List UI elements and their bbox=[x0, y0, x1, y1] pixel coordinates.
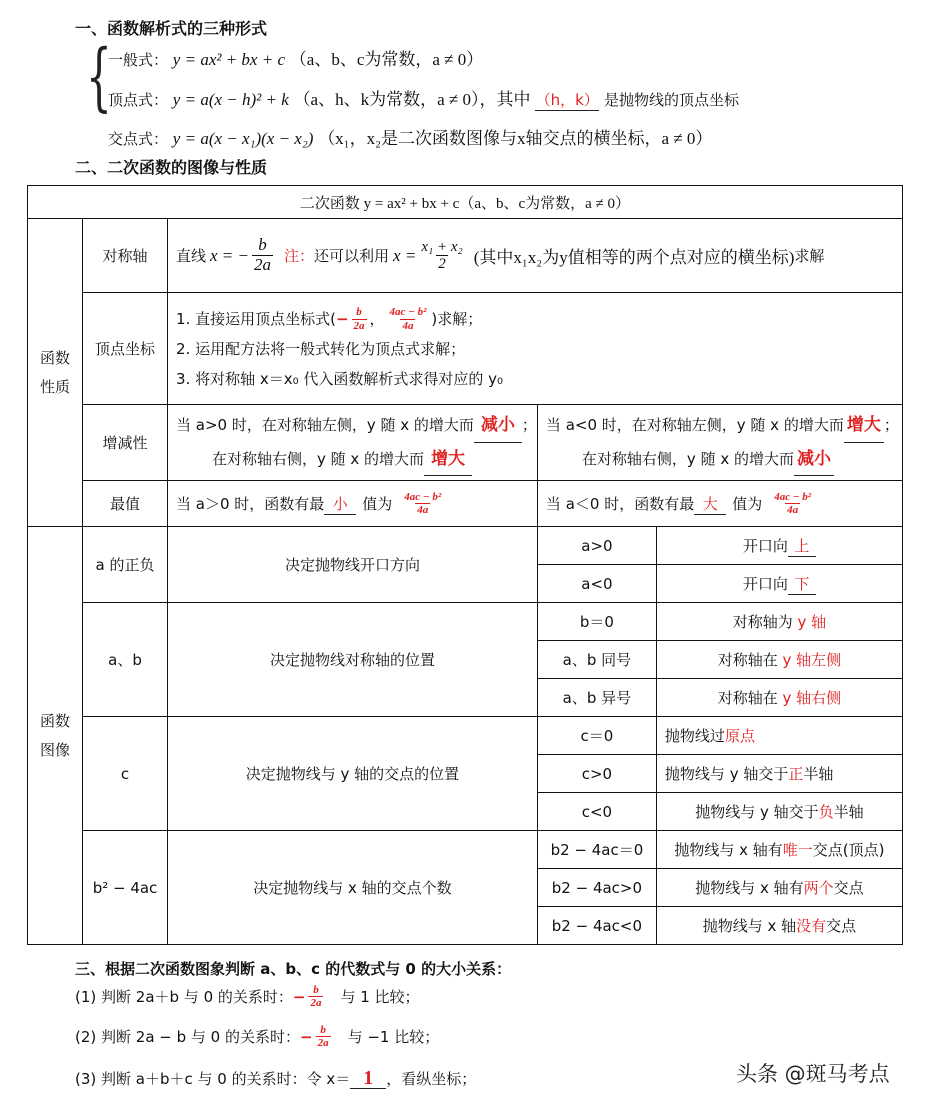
group-graph-label: 函数图像 bbox=[28, 527, 83, 945]
ab-desc: 决定抛物线对称轴的位置 bbox=[168, 603, 538, 717]
discriminant-label: b² − 4ac bbox=[83, 831, 168, 945]
mono-left-line2: 在对称轴右侧，y 随 x 的增大而 增大 bbox=[176, 443, 537, 476]
extreme-label: 最值 bbox=[83, 481, 168, 527]
a-result-positive: 开口向 上 bbox=[656, 527, 902, 565]
axis-formula-x: x = − bbox=[210, 245, 250, 265]
rule-item-2: (2) 判断 2a − b 与 0 的关系时： − $\frac{b}{2a}$ 与 −1 比较； bbox=[75, 1024, 440, 1050]
discriminant-result-1: 抛物线与 x 轴有唯一交点(顶点) bbox=[656, 831, 902, 869]
axis-note-label: 注： bbox=[284, 247, 315, 265]
c-case-1: c＝0 bbox=[537, 717, 656, 755]
rule-item-3: (3) 判断 a＋b＋c 与 0 的关系时：令 x＝ 1 ，看纵坐标； bbox=[75, 1067, 477, 1089]
vertex-form-fill: （h，k） bbox=[535, 91, 599, 109]
vertex-content bbox=[168, 293, 903, 405]
rule-1-fraction: $\frac{b}{2a}$ bbox=[310, 984, 322, 1010]
discriminant-result-2: 抛物线与 x 轴有两个交点 bbox=[656, 869, 902, 907]
vertex-method-1: 1. 直接运用顶点坐标式( − $\frac{b}{2a}$ ， $\frac{\text{4ac − b²}}{4a}$ )求解； bbox=[176, 306, 483, 332]
intercept-form-note: （x₁，x₂是二次函数图像与x轴交点的横坐标，a ≠ 0） bbox=[318, 129, 713, 148]
table-title: 二次函数 y = ax² + bx + c（a、b、c为常数，a ≠ 0） bbox=[28, 186, 903, 219]
properties-table bbox=[27, 185, 903, 945]
mono-right-line1: 当 a<0 时，在对称轴左侧，y 随 x 的增大而 增大 ； bbox=[546, 409, 902, 442]
axis-text-line: 直线 bbox=[176, 247, 207, 265]
discriminant-case-2: b2 − 4ac>0 bbox=[537, 869, 656, 907]
intercept-form-line bbox=[108, 124, 712, 149]
watermark-text: 头条 @斑马考点 bbox=[736, 1062, 890, 1086]
a-case-positive: a>0 bbox=[537, 527, 656, 565]
rule-2-fraction: $\frac{b}{2a}$ bbox=[317, 1024, 329, 1050]
general-form-label: 一般式： bbox=[108, 51, 169, 69]
intercept-form-formula: y = a(x − x₁)(x − x₂) bbox=[172, 129, 314, 148]
axis-content bbox=[168, 219, 903, 293]
ab-case-2: a、b 同号 bbox=[537, 641, 656, 679]
monotonicity-label: 增减性 bbox=[83, 405, 168, 481]
vertex-fraction-y: $\frac{\text{4ac − b²}}{4a}$ bbox=[389, 306, 427, 332]
brace-symbol: { bbox=[86, 34, 112, 120]
extreme-left-fraction: $\frac{\text{4ac − b²}}{4a}$ bbox=[404, 490, 442, 516]
c-result-1: 抛物线过原点 bbox=[656, 717, 902, 755]
section2-heading: 二、二次函数的图像与性质 bbox=[75, 158, 268, 177]
vertex-form-line bbox=[108, 85, 739, 111]
axis-text-solve: 求解 bbox=[794, 247, 825, 265]
vertex-form-tail: 是抛物线的顶点坐标 bbox=[604, 91, 740, 109]
c-result-2: 抛物线与 y 轴交于正半轴 bbox=[656, 755, 902, 793]
a-sign-label: a 的正负 bbox=[83, 527, 168, 603]
vertex-method-2: 2. 运用配方法将一般式转化为顶点式求解； bbox=[176, 339, 466, 358]
rule-3-fill: 1 bbox=[350, 1068, 386, 1089]
c-desc: 决定抛物线与 y 轴的交点的位置 bbox=[168, 717, 538, 831]
ab-label: a、b bbox=[83, 603, 168, 717]
ab-case-1: b＝0 bbox=[537, 603, 656, 641]
a-result-negative: 开口向 下 bbox=[656, 565, 902, 603]
c-case-3: c<0 bbox=[537, 793, 656, 831]
general-form-formula: y = ax² + bx + c bbox=[172, 50, 285, 69]
axis-formula-x2: x = bbox=[393, 245, 417, 265]
rule-item-1: (1) 判断 2a＋b 与 0 的关系时： − $\frac{b}{2a}$ 与 1 比较； bbox=[75, 984, 420, 1010]
axis-fraction-avg: $\frac{\text{x₁ + x₂}}{2}$ bbox=[421, 238, 463, 272]
mono-left-line1: 当 a>0 时，在对称轴左侧，y 随 x 的增大而 减小 ； bbox=[176, 409, 537, 442]
discriminant-case-3: b2 − 4ac<0 bbox=[537, 907, 656, 945]
extreme-right-fraction: $\frac{\text{4ac − b²}}{4a}$ bbox=[774, 490, 812, 516]
vertex-form-formula: y = a(x − h)² + k bbox=[172, 90, 289, 109]
discriminant-result-3: 抛物线与 x 轴没有交点 bbox=[656, 907, 902, 945]
extreme-right: 当 a＜0 时，函数有最 大 值为 $\frac{\text{4ac − b²}}{4a}$ bbox=[537, 481, 902, 527]
general-form-note: （a、b、c为常数，a ≠ 0） bbox=[289, 50, 484, 69]
monotonicity-left bbox=[168, 405, 538, 481]
axis-fraction: $\frac{b}{2a}$ bbox=[254, 235, 272, 274]
section1-heading: 一、函数解析式的三种形式 bbox=[75, 19, 268, 38]
vertex-form-label: 顶点式： bbox=[108, 91, 169, 109]
axis-text-where: (其中x₁x₂为y值相等的两个点对应的横坐标) bbox=[473, 248, 795, 267]
discriminant-desc: 决定抛物线与 x 轴的交点个数 bbox=[168, 831, 538, 945]
vertex-label: 顶点坐标 bbox=[83, 293, 168, 405]
general-form-line bbox=[108, 45, 483, 70]
vertex-form-note: （a、h、k为常数，a ≠ 0），其中 bbox=[293, 90, 531, 109]
discriminant-case-1: b2 − 4ac＝0 bbox=[537, 831, 656, 869]
monotonicity-right bbox=[537, 405, 902, 481]
c-label: c bbox=[83, 717, 168, 831]
axis-text-also: 还可以利用 bbox=[314, 247, 390, 265]
extreme-left: 当 a＞0 时，函数有最 小 值为 $\frac{\text{4ac − b²}}{4a}$ bbox=[168, 481, 538, 527]
axis-label: 对称轴 bbox=[83, 219, 168, 293]
ab-result-3: 对称轴在 y 轴右侧 bbox=[656, 679, 902, 717]
group-properties-label: 函数性质 bbox=[28, 219, 83, 527]
ab-case-3: a、b 异号 bbox=[537, 679, 656, 717]
c-case-2: c>0 bbox=[537, 755, 656, 793]
vertex-fraction-b: $\frac{b}{2a}$ bbox=[353, 306, 365, 332]
c-result-3: 抛物线与 y 轴交于负半轴 bbox=[656, 793, 902, 831]
vertex-method-3: 3. 将对称轴 x＝x₀ 代入函数解析式求得对应的 y₀ bbox=[176, 370, 504, 389]
ab-result-1: 对称轴为 y 轴 bbox=[656, 603, 902, 641]
section3-heading: 三、根据二次函数图象判断 a、b、c 的代数式与 0 的大小关系： bbox=[75, 960, 512, 978]
ab-result-2: 对称轴在 y 轴左侧 bbox=[656, 641, 902, 679]
mono-right-line2: 在对称轴右侧，y 随 x 的增大而 减小 bbox=[546, 443, 902, 476]
a-sign-desc: 决定抛物线开口方向 bbox=[168, 527, 538, 603]
a-case-negative: a<0 bbox=[537, 565, 656, 603]
intercept-form-label: 交点式： bbox=[108, 130, 169, 148]
